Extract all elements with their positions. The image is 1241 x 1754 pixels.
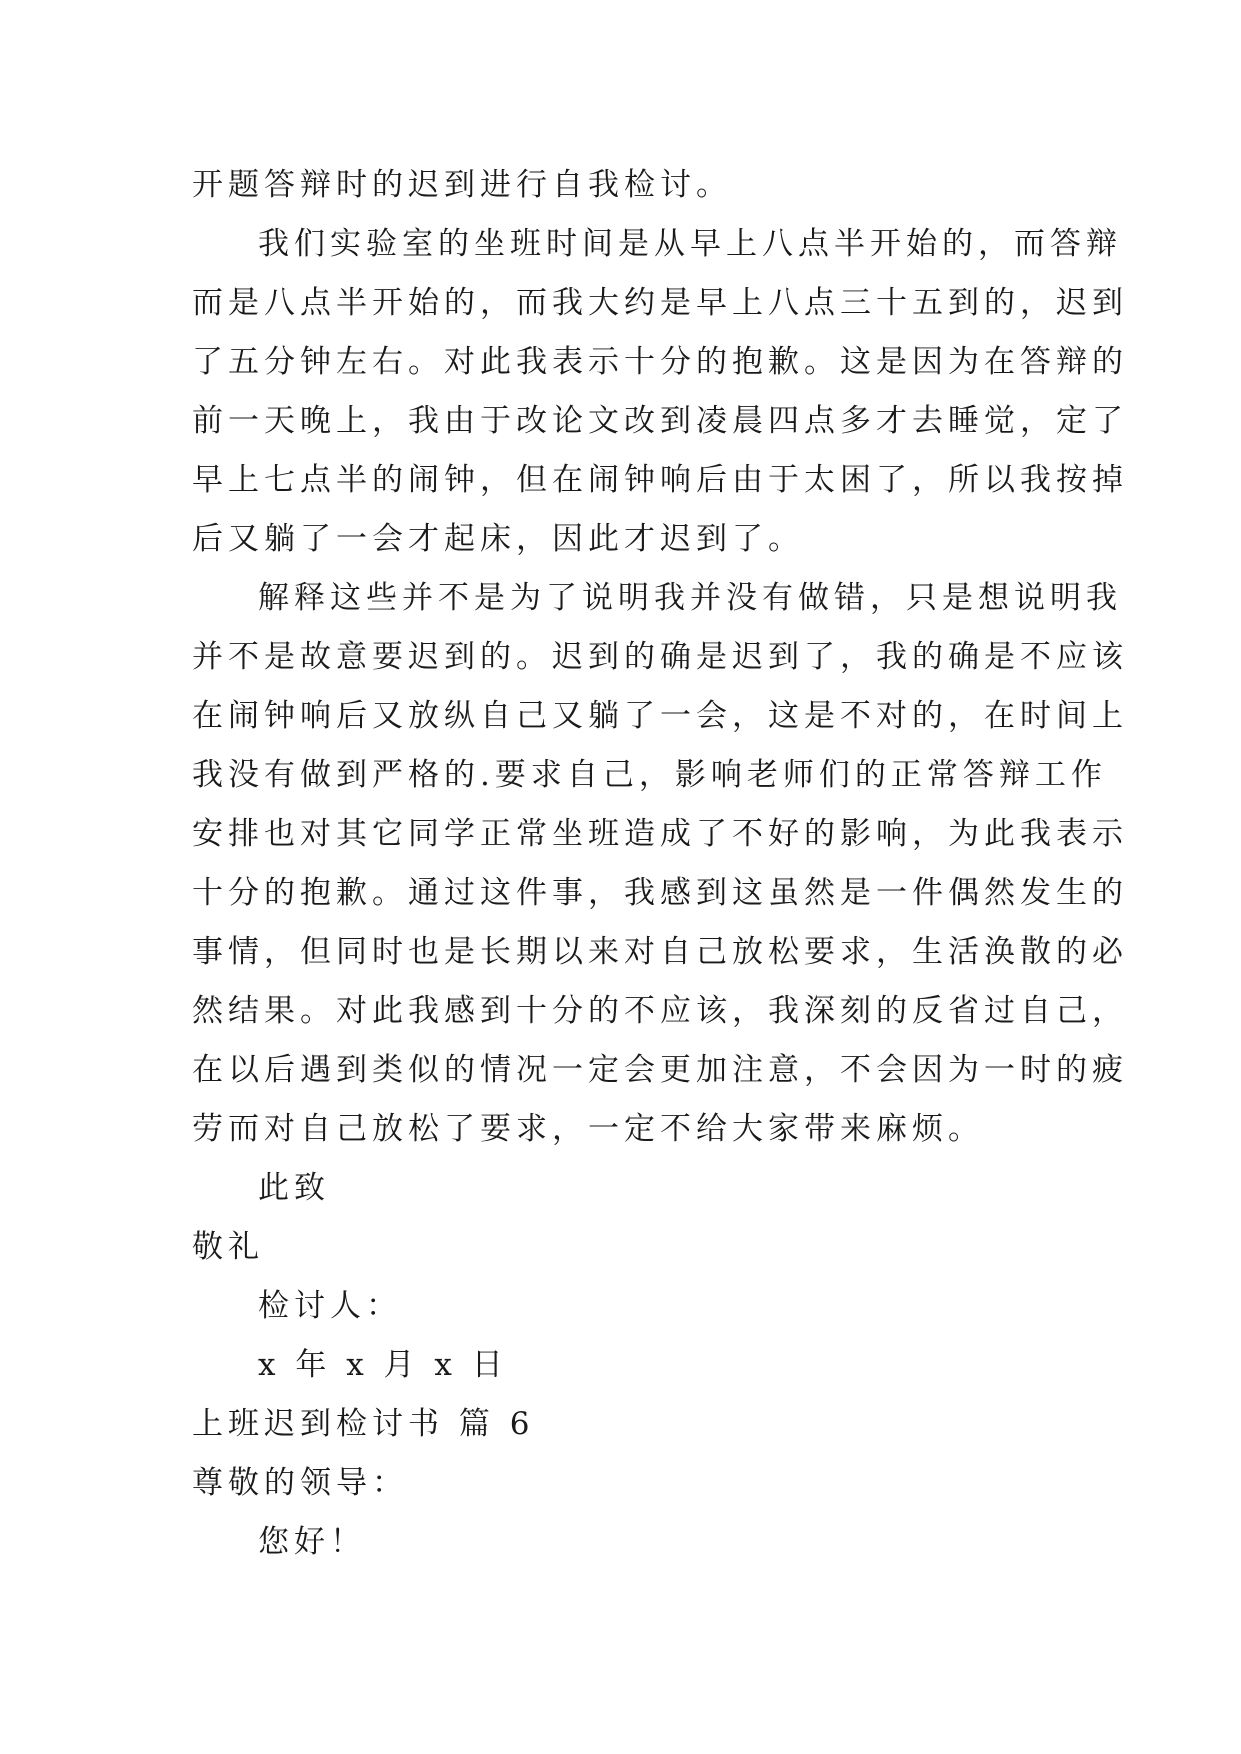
paragraph-line: 事情，但同时也是长期以来对自己放松要求，生活涣散的必 — [192, 934, 1128, 970]
paragraph-line: 然结果。对此我感到十分的不应该，我深刻的反省过自己， — [192, 993, 1128, 1029]
paragraph-line: 后又躺了一会才起床，因此才迟到了。 — [192, 521, 804, 557]
greeting-recipient: 尊敬的领导： — [192, 1465, 408, 1501]
paragraph-line: 开题答辩时的迟到进行自我检讨。 — [192, 167, 732, 203]
paragraph-line: 前一天晚上，我由于改论文改到凌晨四点多才去睡觉，定了 — [192, 403, 1128, 439]
closing-salutation: 此致 — [258, 1170, 330, 1206]
paragraph-line: 十分的抱歉。通过这件事，我感到这虽然是一件偶然发生的 — [192, 875, 1128, 911]
paragraph-line: 劳而对自己放松了要求，一定不给大家带来麻烦。 — [192, 1111, 984, 1147]
signature-label: 检讨人： — [258, 1288, 402, 1324]
section-heading: 上班迟到检讨书 篇 6 — [192, 1406, 535, 1442]
paragraph-line: 了五分钟左右。对此我表示十分的抱歉。这是因为在答辩的 — [192, 344, 1128, 380]
signature-date: x 年 x 月 x 日 — [258, 1347, 508, 1383]
paragraph-line: 安排也对其它同学正常坐班造成了不好的影响，为此我表示 — [192, 816, 1128, 852]
paragraph-line: 解释这些并不是为了说明我并没有做错，只是想说明我 — [258, 580, 1122, 616]
paragraph-line: 而是八点半开始的，而我大约是早上八点三十五到的，迟到 — [192, 285, 1128, 321]
document-body — [192, 156, 1128, 1572]
paragraph-line: 在闹钟响后又放纵自己又躺了一会，这是不对的，在时间上 — [192, 698, 1128, 734]
greeting-line: 您好！ — [258, 1524, 366, 1560]
paragraph-line: 早上七点半的闹钟，但在闹钟响后由于太困了，所以我按掉 — [192, 462, 1128, 498]
paragraph-line: 并不是故意要迟到的。迟到的确是迟到了，我的确是不应该 — [192, 639, 1128, 675]
paragraph-line: 在以后遇到类似的情况一定会更加注意，不会因为一时的疲 — [192, 1052, 1128, 1088]
paragraph-line: 我没有做到严格的.要求自己，影响老师们的正常答辩工作 — [192, 757, 1107, 793]
paragraph-line: 我们实验室的坐班时间是从早上八点半开始的，而答辩 — [258, 226, 1122, 262]
closing-regards: 敬礼 — [192, 1229, 264, 1265]
